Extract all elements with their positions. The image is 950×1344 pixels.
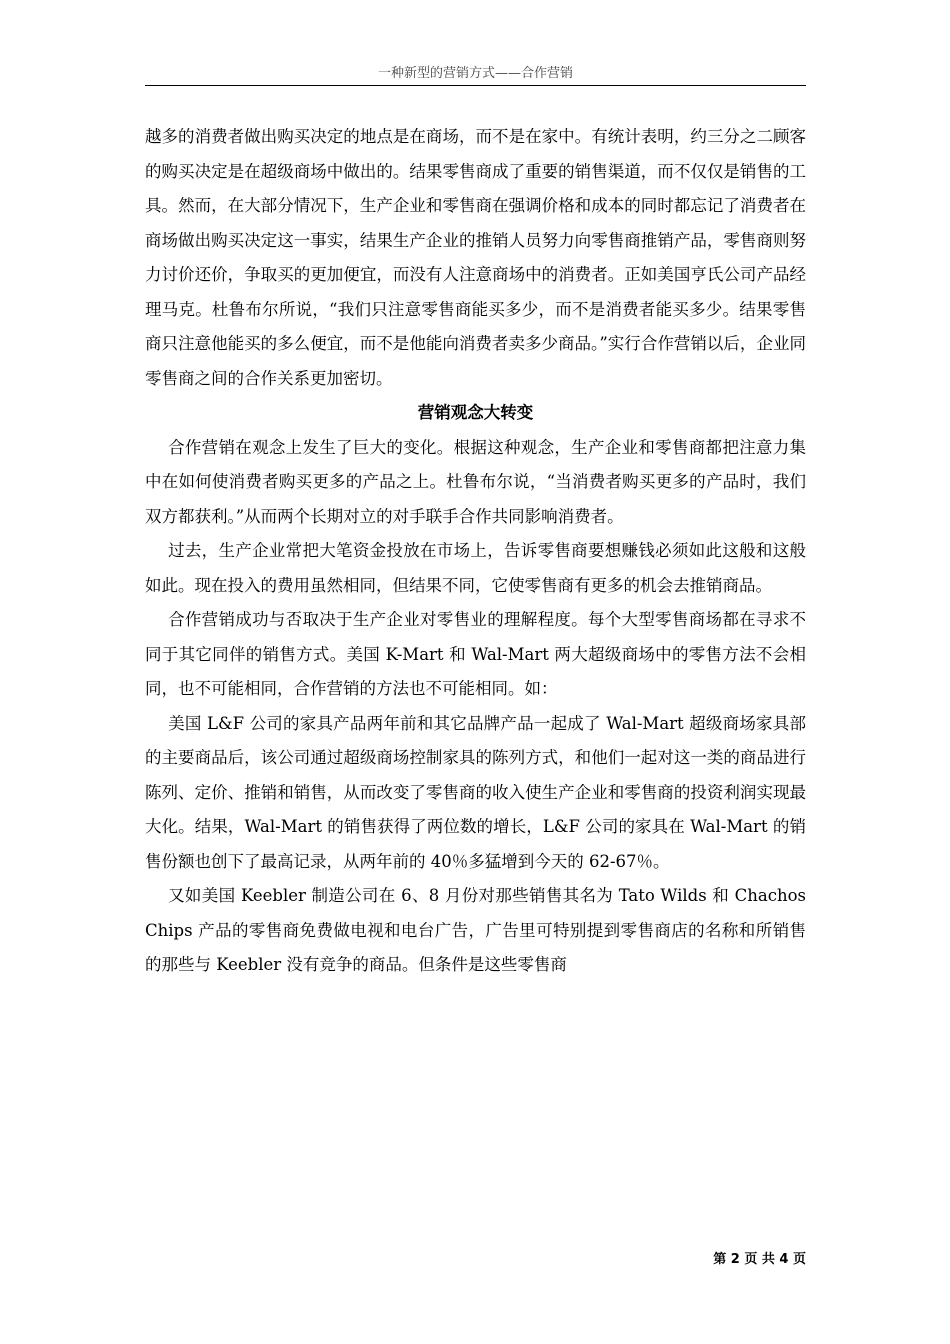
paragraph: 过去，生产企业常把大笔资金投放在市场上，告诉零售商要想赚钱必须如此这般和这般如此。现在投入的费用虽然相同，但结果不同，它使零售商有更多的机会去推销商品。 — [145, 541, 806, 595]
running-header: 一种新型的营销方式——合作营销 — [145, 62, 806, 86]
page-number: 第 2 页 共 4 页 — [713, 1252, 806, 1267]
paragraph: 合作营销成功与否取决于生产企业对零售业的理解程度。每个大型零售商场都在寻求不同于其它同伴的销售方式。美国 K-Mart 和 Wal-Mart 两大超级商场中的零售方法不会相同，也不可能相同，合作营销的方法也不可能相同。如： — [145, 610, 806, 698]
paragraph: 合作营销在观念上发生了巨大的变化。根据这种观念，生产企业和零售商都把注意力集中在如何使消费者购买更多的产品之上。杜鲁布尔说，“当消费者购买更多的产品时，我们双方都获利。”从而两个长期对立的对手联手合作共同影响消费者。 — [145, 437, 806, 526]
paragraph: 又如美国 Keebler 制造公司在 6、8 月份对那些销售其名为 Tato Wilds 和 Chachos Chips 产品的零售商免费做电视和电台广告，广告里可特别提到零售商店的名称和所销售的那些与 Keebler 没有竞争的商品。但条件是这些零售商 — [145, 886, 806, 974]
section-heading: 营销观念大转变 — [417, 403, 534, 422]
paragraph-continuation: 越多的消费者做出购买决定的地点是在商场，而不是在家中。有统计表明，约三分之二顾客的购买决定是在超级商场中做出的。结果零售商成了重要的销售渠道，而不仅仅是销售的工具。然而，在大部分情况下，生产企业和零售商在强调价格和成本的同时都忘记了消费者在商场做出购买决定这一事实，结果生产企业的推销人员努力向零售商推销产品，零售商则努力讨价还价，争取买的更加便宜，而没有人注意商场中的消费者。正如美国亨氏公司产品经理马克。杜鲁布尔所说，“我们只注意零售商能买多少，而不是消费者能买多少。结果零售商只注意他能买的多么便宜，而不是他能向消费者卖多少商品。”实行合作营销以后，企业同零售商之间的合作关系更加密切。 — [145, 127, 806, 388]
paragraph: 美国 L&F 公司的家具产品两年前和其它品牌产品一起成了 Wal-Mart 超级商场家具部的主要商品后，该公司通过超级商场控制家具的陈列方式，和他们一起对这一类的商品进行陈列、定价、推销和销售，从而改变了零售商的收入使生产企业和零售商的投资利润实现最大化。结果，Wal-Mart 的销售获得了两位数的增长，L&F 公司的家具在 Wal-Mart 的销售份额也创下了最高记录，从两年前的 40％多猛增到今天的 62-67％。 — [145, 713, 806, 871]
document-body — [145, 120, 806, 983]
